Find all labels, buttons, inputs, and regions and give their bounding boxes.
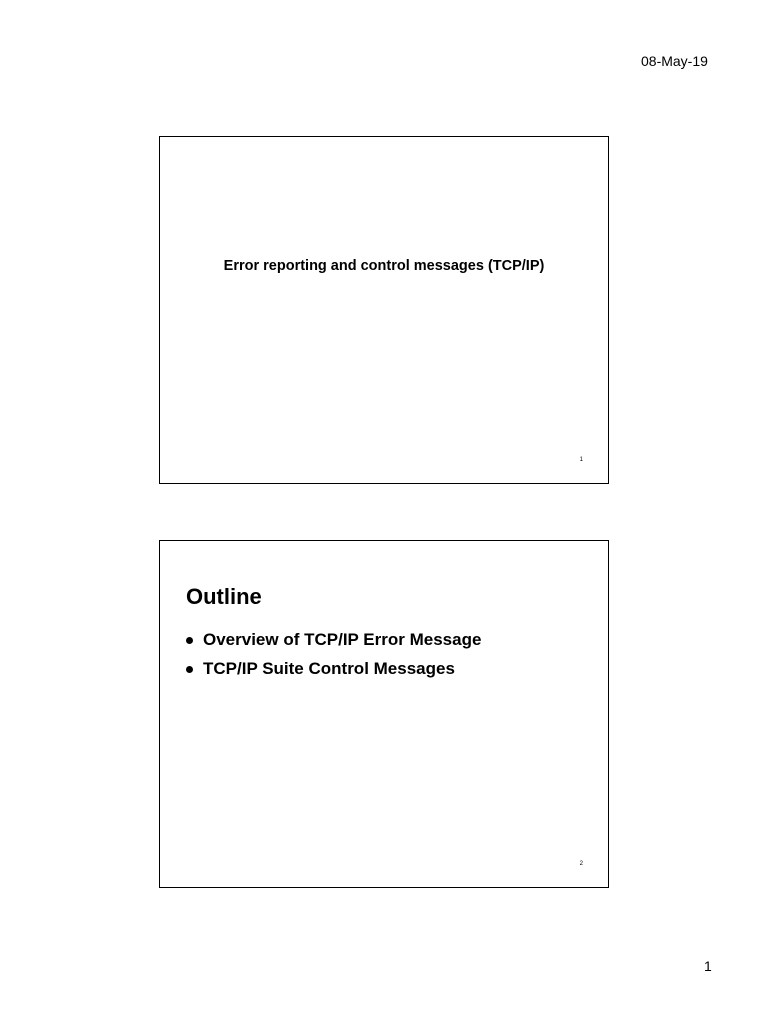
bullet-dot-icon <box>186 637 193 644</box>
slide-1 <box>159 136 609 484</box>
bullet-text: TCP/IP Suite Control Messages <box>203 659 455 678</box>
bullet-item <box>186 659 481 679</box>
slide-title: Error reporting and control messages (TCP/IP) <box>223 258 545 274</box>
outline-bullet-list <box>186 630 481 688</box>
bullet-item <box>186 630 481 650</box>
slide-number: 1 <box>579 457 583 463</box>
outline-heading: Outline <box>186 584 262 609</box>
slide-2 <box>159 540 609 888</box>
bullet-dot-icon <box>186 666 193 673</box>
bullet-text: Overview of TCP/IP Error Message <box>203 630 482 649</box>
page-date: 08-May-19 <box>641 53 708 69</box>
page-number: 1 <box>704 958 712 974</box>
slide-number: 2 <box>579 861 583 867</box>
